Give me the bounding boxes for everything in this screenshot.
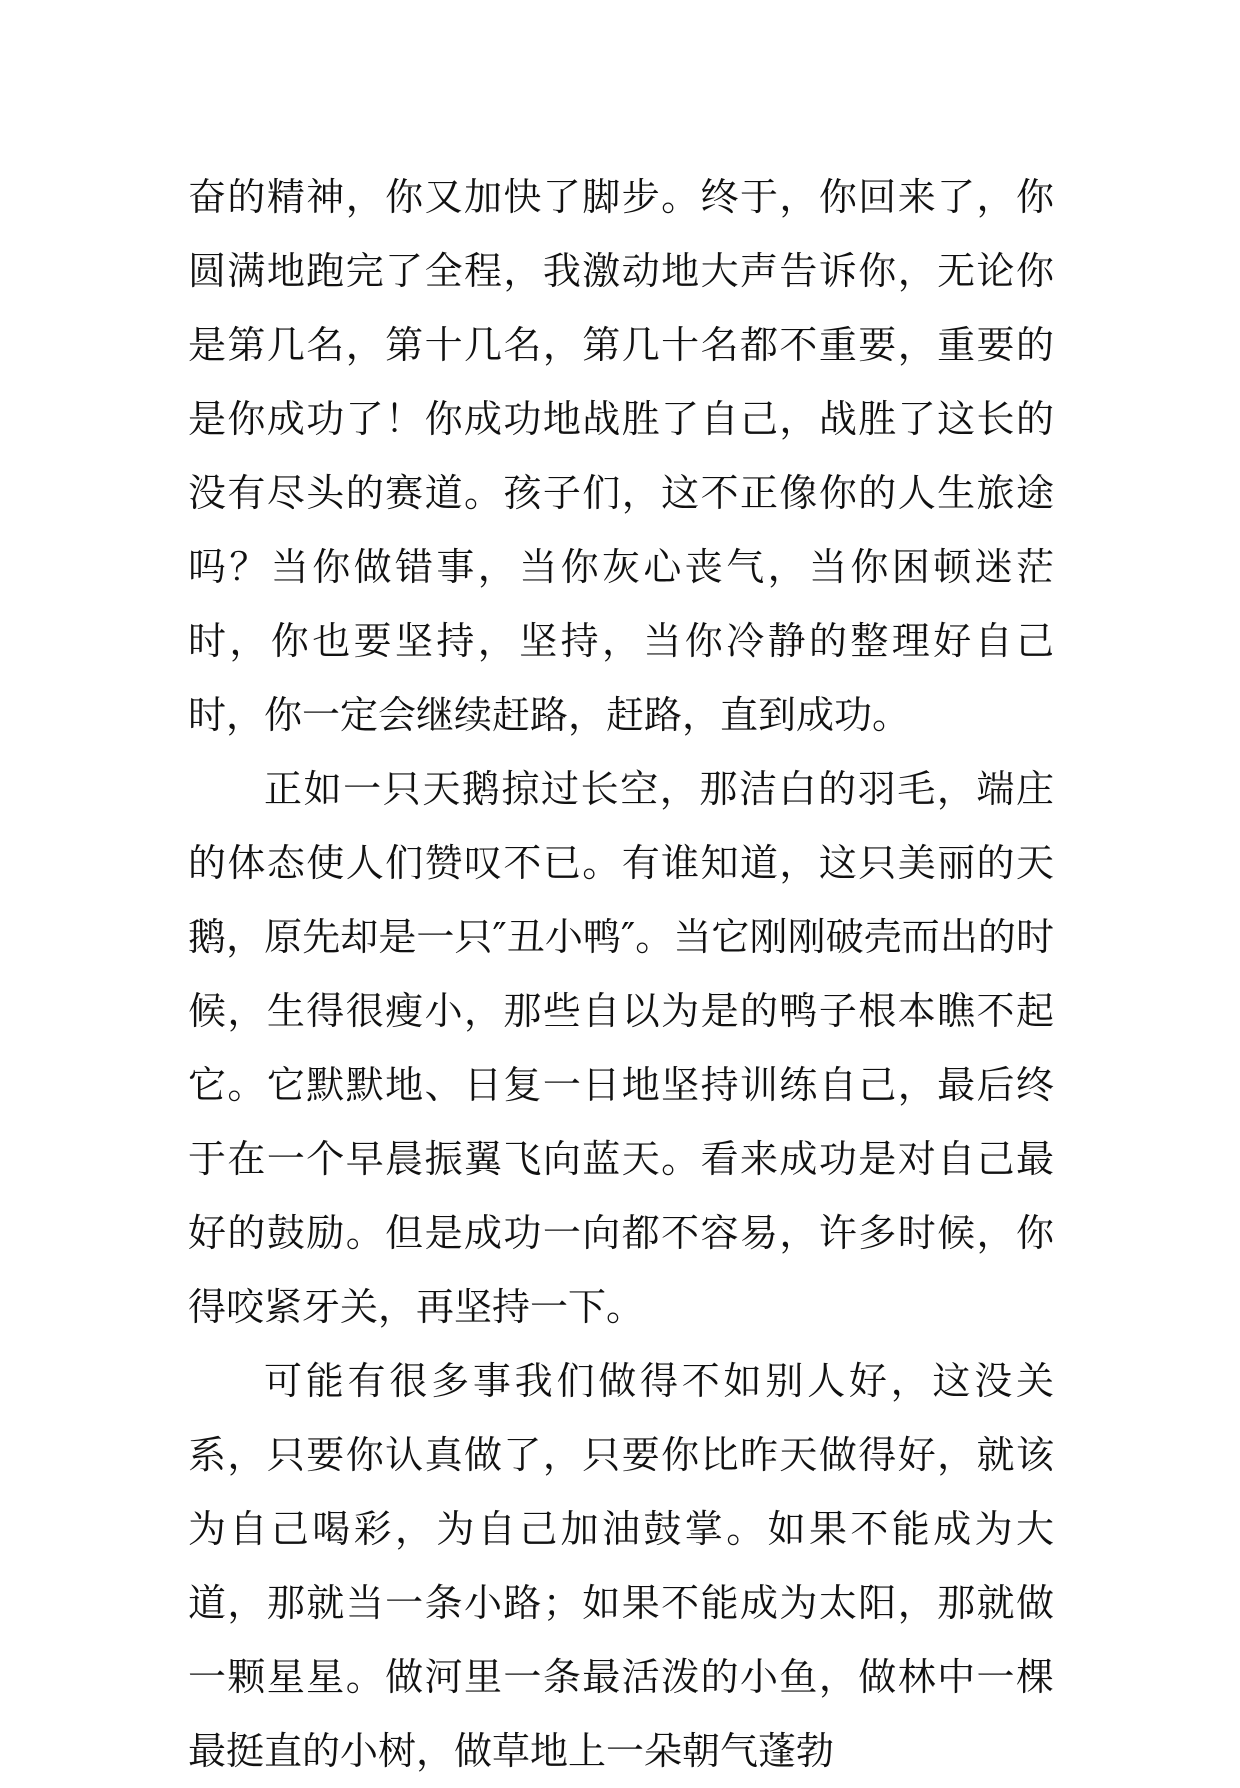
paragraph-cheer-yourself: 可能有很多事我们做得不如别人好，这没关系，只要你认真做了，只要你比昨天做得好，就该为自己喝彩，为自己加油鼓掌。如果不能成为大道，那就当一条小路；如果不能成为太阳，那就做一颗星星。做河里一条最活泼的小鱼，做林中一棵最挺直的小树，做草地上一朵朝气蓬勃 [188, 1359, 1054, 1773]
paragraph-swan: 正如一只天鹅掠过长空，那洁白的羽毛，端庄的体态使人们赞叹不已。有谁知道，这只美丽的天鹅，原先却是一只″丑小鸭″。当它刚刚破壳而出的时候，生得很瘦小，那些自以为是的鸭子根本瞧不起它。它默默地、日复一日地坚持训练自己，最后终于在一个早晨振翼飞向蓝天。看来成功是对自己最好的鼓励。但是成功一向都不容易，许多时候，你得咬紧牙关，再坚持一下。 [188, 767, 1054, 1329]
document-page [188, 160, 1054, 1788]
paragraph-continued: 奋的精神，你又加快了脚步。终于，你回来了，你圆满地跑完了全程，我激动地大声告诉你，无论你是第几名，第十几名，第几十名都不重要，重要的是你成功了！你成功地战胜了自己，战胜了这长的没有尽头的赛道。孩子们，这不正像你的人生旅途吗？当你做错事，当你灰心丧气，当你困顿迷茫时，你也要坚持，坚持，当你冷静的整理好自己时，你一定会继续赶路，赶路，直到成功。 [188, 175, 1054, 737]
